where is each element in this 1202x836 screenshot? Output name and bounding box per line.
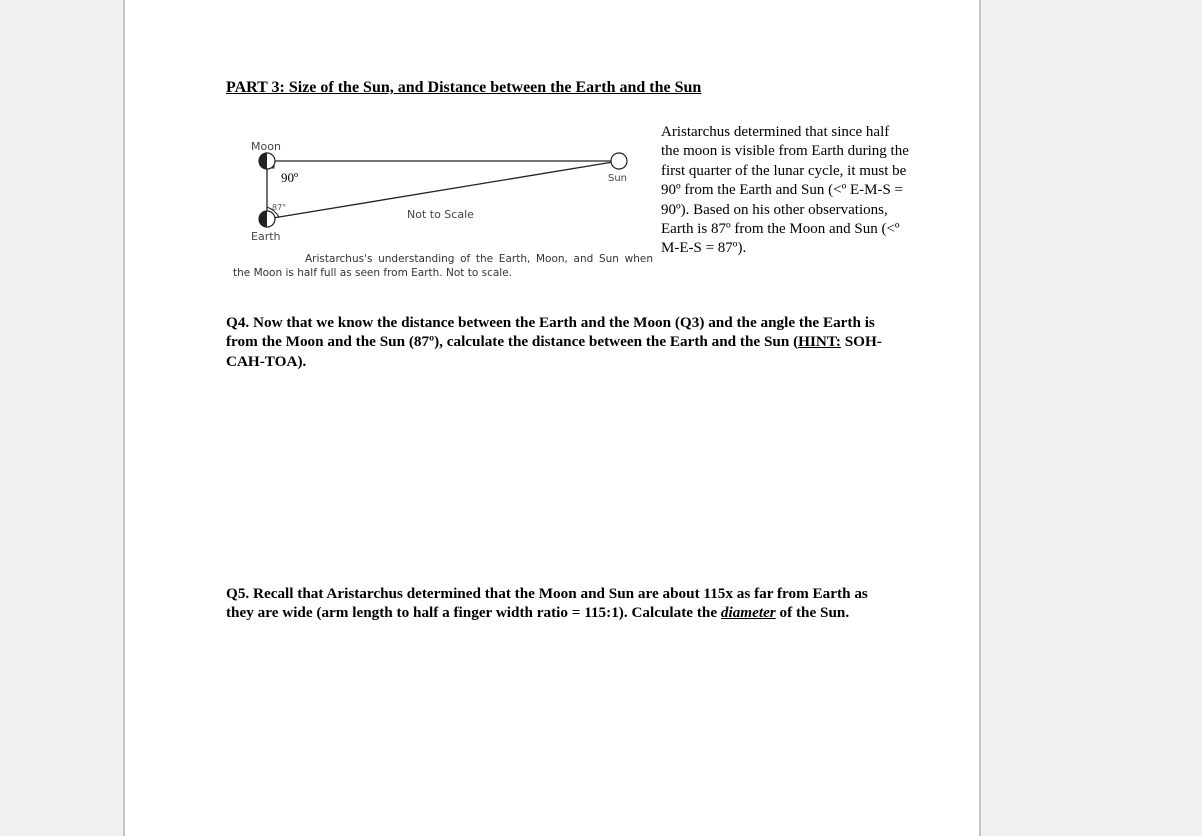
section-heading: PART 3: Size of the Sun, and Distance between the Earth and the Sun — [226, 79, 702, 96]
q4-hint: HINT: — [798, 333, 841, 351]
label-earth: Earth — [251, 230, 281, 243]
label-not-to-scale: Not to Scale — [407, 208, 474, 221]
q4-text-end: SOH-CAH-TOA). — [226, 333, 882, 370]
side-explanation: Aristarchus determined that since half the moon is visible from Earth during the first quarter of the lunar cycle, it must be 90º from the Earth and Sun (<º E-M-S = 90º). Based on his other observations, Earth is 87º from the Moon and Sun (<º M-E-S = 87º). — [661, 124, 909, 257]
label-sun: Sun — [608, 173, 628, 184]
q4-text: Q4. Now that we know the distance between the Earth and the Moon (Q3) and the angle the Earth is from the Moon and the Sun (87º), calculate the distance between the Earth and the Sun ( — [226, 314, 875, 351]
q5-text-end: of the Sun. — [775, 604, 850, 622]
document-page — [123, 0, 981, 836]
label-moon: Moon — [251, 140, 281, 153]
figure-caption: Aristarchus's understanding of the Earth, Moon, and Sun when the Moon is half full as seen from Earth. Not to scale. — [233, 253, 653, 279]
question-5 — [226, 584, 890, 623]
label-angle-moon: 90º — [281, 170, 299, 185]
q5-text: Q5. Recall that Aristarchus determined that the Moon and Sun are about 115x as far from Earth as they are wide (arm length to half a finger width ratio = 115:1). Calculate the — [226, 585, 868, 622]
sun-icon — [611, 153, 627, 169]
label-angle-earth: 87° — [272, 203, 287, 212]
question-4 — [226, 313, 890, 371]
earth-icon — [259, 211, 275, 227]
moon-icon — [259, 153, 275, 169]
q5-emphasis: diameter — [720, 604, 776, 622]
